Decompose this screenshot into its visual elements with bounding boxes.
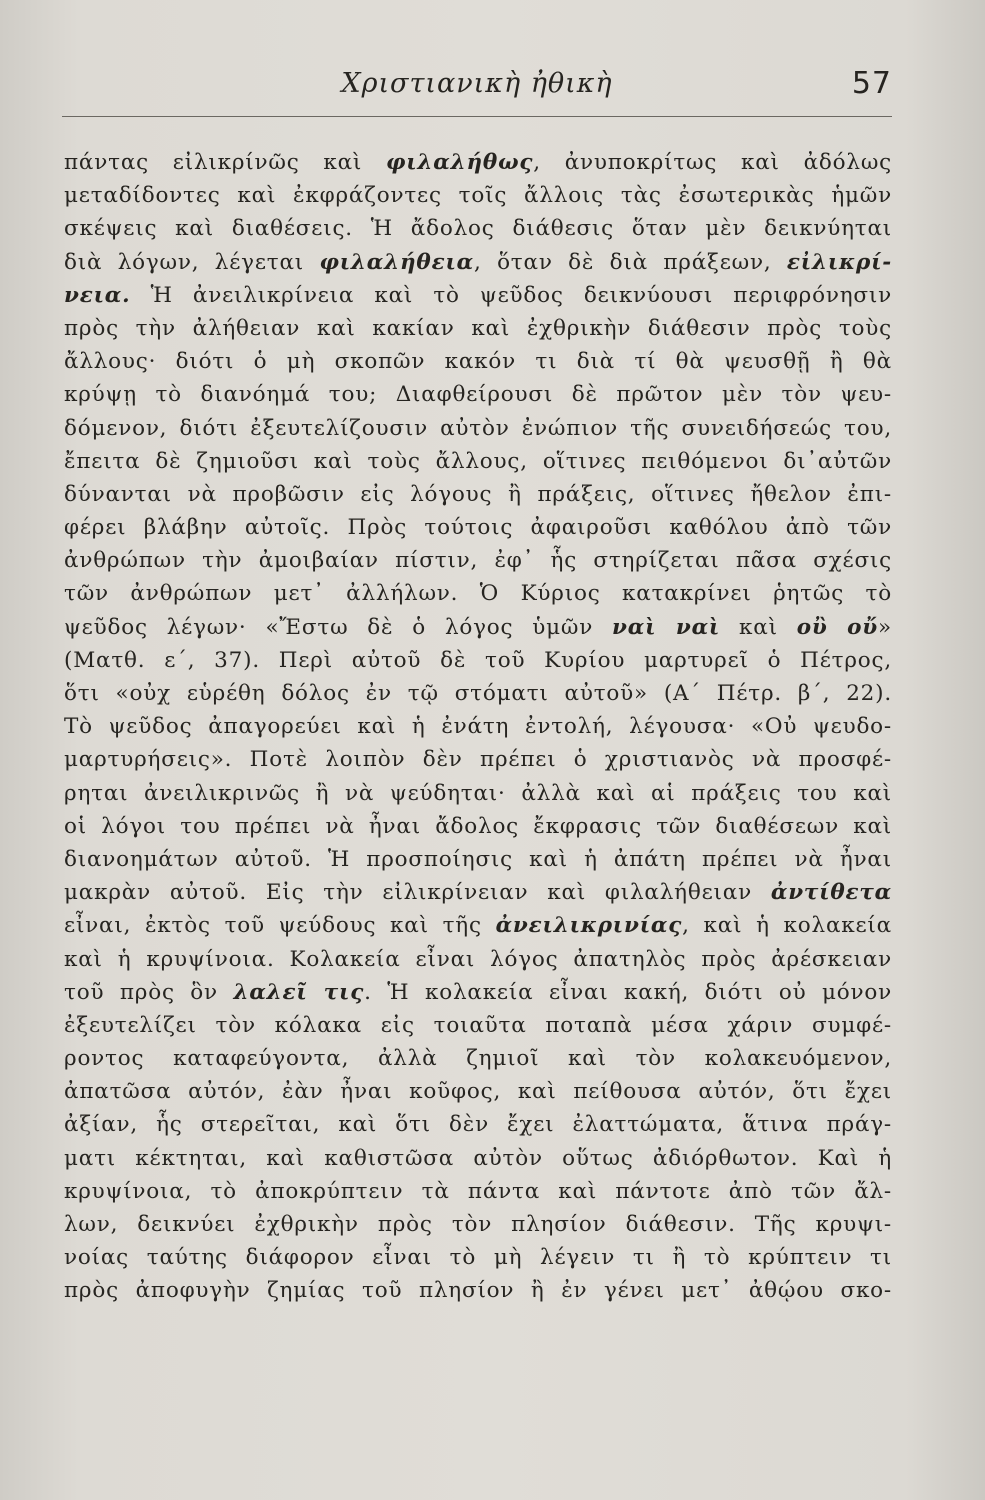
text-segment: μαρτυρήσεις». Ποτὲ λοιπὸν δὲν πρέπει ὁ χριστιανὸς νὰ προσφέ- bbox=[64, 747, 892, 773]
text-segment: μακρὰν αὐτοῦ. Εἰς τὴν εἰλικρίνειαν καὶ φιλαλήθειαν bbox=[64, 880, 771, 906]
text-segment: ἀπατῶσα αὐτόν, ἐὰν ἦναι κοῦφος, καὶ πείθουσα αὐτόν, ὅτι ἔχει bbox=[64, 1079, 892, 1105]
text-line bbox=[64, 511, 892, 544]
emphasized-term: ἀντίθετα bbox=[770, 880, 892, 906]
text-segment: πάντας εἰλικρίνῶς καὶ bbox=[64, 150, 386, 175]
emphasized-term: ἀνειλικρινίας bbox=[495, 913, 683, 939]
text-line bbox=[64, 1208, 892, 1241]
text-segment: πρὸς τὴν ἀλήθειαν καὶ κακίαν καὶ ἐχθρικὴν διάθεσιν πρὸς τοὺς bbox=[64, 315, 892, 341]
text-segment: ροντος καταφεύγοντα, ἀλλὰ ζημιοῖ καὶ τὸν κολακευόμενον, bbox=[64, 1046, 892, 1072]
text-segment: τῶν ἀνθρώπων μετ᾽ ἀλλήλων. Ὁ Κύριος κατακρίνει ῥητῶς τὸ bbox=[64, 581, 892, 607]
text-line bbox=[64, 1175, 892, 1208]
text-segment: κρυψίνοια, τὸ ἀποκρύπτειν τὰ πάντα καὶ πάντοτε ἀπὸ τῶν ἄλ- bbox=[64, 1178, 892, 1204]
text-segment: δόμενον, διότι ἐξευτελίζουσιν αὐτὸν ἐνώπιον τῆς συνειδήσεώς του, bbox=[64, 415, 892, 441]
text-segment: νοίας ταύτης διάφορον εἶναι τὸ μὴ λέγειν τι ἢ τὸ κρύπτειν τι bbox=[64, 1245, 892, 1271]
page-number: 57 bbox=[851, 66, 892, 101]
running-title: Χριστιανικὴ ἠθικὴ bbox=[341, 68, 613, 99]
text-line bbox=[64, 909, 892, 942]
text-segment: σκέψεις καὶ διαθέσεις. Ἡ ἄδολος διάθεσις ὅταν μὲν δεικνύηται bbox=[64, 216, 892, 242]
text-segment: πρὸς ἀποφυγὴν ζημίας τοῦ πλησίον ἢ ἐν γένει μετ᾽ ἀθῴου σκο- bbox=[64, 1278, 892, 1304]
text-segment: εἶναι, ἐκτὸς τοῦ ψεύδους καὶ τῆς bbox=[64, 913, 496, 939]
text-segment: διὰ λόγων, λέγεται bbox=[64, 249, 320, 275]
text-line bbox=[64, 1241, 892, 1274]
body-text bbox=[64, 146, 892, 1308]
text-segment: (Ματθ. ε´, 37). Περὶ αὐτοῦ δὲ τοῦ Κυρίου μαρτυρεῖ ὁ Πέτρος, bbox=[64, 647, 892, 673]
text-segment: ρηται ἀνειλικρινῶς ἢ νὰ ψεύδηται· ἀλλὰ καὶ αἱ πράξεις του καὶ bbox=[64, 780, 892, 806]
text-line bbox=[64, 279, 892, 312]
text-line bbox=[64, 1042, 892, 1075]
text-line bbox=[64, 179, 892, 212]
text-line bbox=[64, 412, 892, 445]
text-line bbox=[64, 544, 892, 577]
text-segment: οἱ λόγοι του πρέπει νὰ ἦναι ἄδολος ἔκφρασις τῶν διαθέσεων καὶ bbox=[64, 813, 892, 839]
text-segment: μεταδίδοντες καὶ ἐκφράζοντες τοῖς ἄλλοις τὰς ἐσωτερικὰς ἡμῶν bbox=[64, 183, 892, 209]
text-line bbox=[64, 876, 892, 909]
emphasized-term: εἰλικρί- bbox=[786, 249, 892, 275]
page-header bbox=[62, 66, 892, 110]
text-line bbox=[64, 1009, 892, 1042]
text-segment: ψεῦδος λέγων· «Ἔστω δὲ ὁ λόγος ὑμῶν bbox=[64, 614, 613, 640]
emphasized-term: οὒ οὔ bbox=[796, 614, 879, 640]
text-line bbox=[64, 644, 892, 677]
text-segment: , ὅταν δὲ διὰ πράξεων, bbox=[474, 249, 787, 275]
text-segment: , καὶ ἡ κολακεία bbox=[682, 913, 892, 939]
text-segment: λων, δεικνύει ἐχθρικὴν πρὸς τὸν πλησίον διάθεσιν. Τῆς κρυψι- bbox=[64, 1212, 892, 1237]
text-line bbox=[64, 843, 892, 876]
text-segment: κρύψῃ τὸ διανόημά του; Διαφθείρουσι δὲ πρῶτον μὲν τὸν ψευ- bbox=[64, 382, 892, 408]
text-segment: φέρει βλάβην αὐτοῖς. Πρὸς τούτοις ἀφαιροῦσι καθόλου ἀπὸ τῶν bbox=[64, 515, 892, 541]
emphasized-term: νεια. bbox=[64, 282, 131, 308]
text-line bbox=[64, 810, 892, 843]
text-segment: ματι κέκτηται, καὶ καθιστῶσα αὐτὸν οὕτως ἀδιόρθωτον. Καὶ ἡ bbox=[64, 1145, 892, 1171]
emphasized-term: φιλαλήθως bbox=[385, 150, 534, 175]
text-line bbox=[64, 1075, 892, 1108]
text-line bbox=[64, 246, 892, 279]
text-segment: καὶ ἡ κρυψίνοια. Κολακεία εἶναι λόγος ἀπατηλὸς πρὸς ἀρέσκειαν bbox=[64, 946, 892, 972]
text-line bbox=[64, 976, 892, 1009]
text-line bbox=[64, 743, 892, 776]
text-segment: ἄλλους· διότι ὁ μὴ σκοπῶν κακόν τι διὰ τί θὰ ψευσθῇ ἢ θὰ bbox=[64, 349, 892, 375]
text-segment: . Ἡ κολακεία εἶναι κακή, διότι οὐ μόνον bbox=[364, 979, 892, 1005]
text-line bbox=[64, 943, 892, 976]
text-line bbox=[64, 312, 892, 345]
text-line bbox=[64, 1274, 892, 1307]
text-line bbox=[64, 478, 892, 511]
text-line bbox=[64, 677, 892, 710]
text-line bbox=[64, 777, 892, 810]
text-segment: ἐξευτελίζει τὸν κόλακα εἰς τοιαῦτα ποταπὰ μέσα χάριν συμφέ- bbox=[64, 1012, 892, 1038]
header-rule bbox=[62, 116, 892, 117]
text-line bbox=[64, 378, 892, 411]
emphasized-term: φιλαλήθεια bbox=[319, 249, 474, 275]
text-line bbox=[64, 1108, 892, 1141]
text-line bbox=[64, 1142, 892, 1175]
text-segment: Τὸ ψεῦδος ἀπαγορεύει καὶ ἡ ἐνάτη ἐντολή, λέγουσα· «Οὐ ψευδο- bbox=[64, 714, 892, 740]
text-segment: διανοημάτων αὐτοῦ. Ἡ προσποίησις καὶ ἡ ἀπάτη πρέπει νὰ ἦναι bbox=[64, 846, 892, 872]
text-line bbox=[64, 577, 892, 610]
text-line bbox=[64, 445, 892, 478]
text-segment: , ἀνυποκρίτως καὶ ἀδόλως bbox=[533, 150, 892, 175]
text-segment: ὅτι «οὐχ εὑρέθη δόλος ἐν τῷ στόματι αὐτοῦ» (Α´ Πέτρ. β´, 22). bbox=[64, 681, 892, 706]
text-segment: ἔπειτα δὲ ζημιοῦσι καὶ τοὺς ἄλλους, οἵτινες πειθόμενοι δι᾽αὐτῶν bbox=[64, 448, 892, 474]
text-line bbox=[64, 710, 892, 743]
text-segment: τοῦ πρὸς ὃν bbox=[64, 979, 234, 1005]
text-segment: καὶ bbox=[720, 614, 797, 640]
text-segment: ἀξίαν, ἧς στερεῖται, καὶ ὅτι δὲν ἔχει ἐλαττώματα, ἅτινα πράγ- bbox=[64, 1112, 892, 1138]
text-segment: δύνανται νὰ προβῶσιν εἰς λόγους ἢ πράξεις, οἵτινες ἤθελον ἐπι- bbox=[64, 481, 892, 507]
text-segment: ἀνθρώπων τὴν ἀμοιβαίαν πίστιν, ἐφ᾽ ἧς στηρίζεται πᾶσα σχέσις bbox=[64, 548, 892, 574]
text-line bbox=[64, 611, 892, 644]
text-segment: » bbox=[878, 614, 892, 640]
text-line bbox=[64, 345, 892, 378]
text-line bbox=[64, 212, 892, 245]
emphasized-term: λαλεῖ τις bbox=[233, 979, 365, 1005]
text-line bbox=[64, 146, 892, 179]
text-segment: Ἡ ἀνειλικρίνεια καὶ τὸ ψεῦδος δεικνύουσι περιφρόνησιν bbox=[130, 282, 892, 308]
emphasized-term: ναὶ ναὶ bbox=[612, 614, 721, 640]
